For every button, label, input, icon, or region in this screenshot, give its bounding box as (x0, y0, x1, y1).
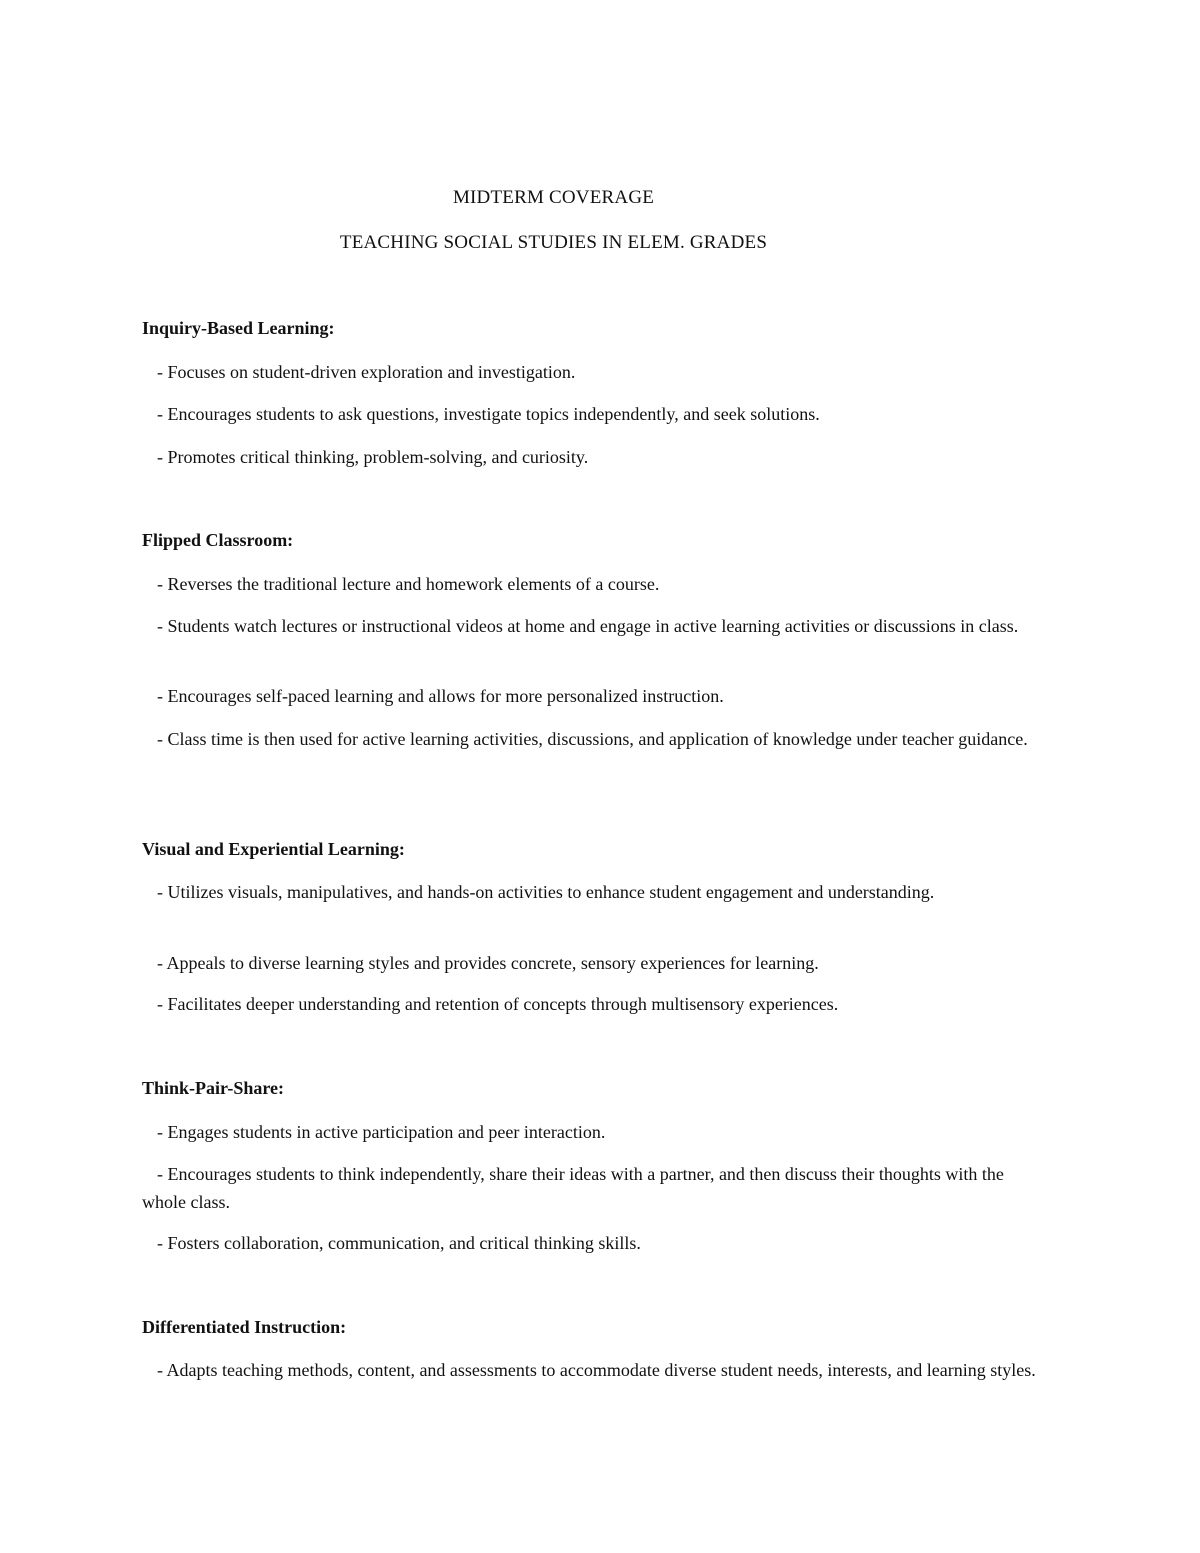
list-item: - Encourages students to think independently, share their ideas with a partner, and then discuss their thoughts with the whole class. (142, 1164, 1004, 1212)
list-item: - Encourages self-paced learning and allows for more personalized instruction. (157, 686, 724, 706)
section-heading-flipped-classroom: Flipped Classroom: (142, 530, 294, 550)
list-item: - Class time is then used for active learning activities, discussions, and application of knowledge under teacher guidance. (157, 729, 1028, 749)
list-item: - Students watch lectures or instructional videos at home and engage in active learning activities or discussions in class. (157, 616, 1019, 636)
list-item: - Focuses on student-driven exploration and investigation. (157, 362, 576, 382)
list-item: - Engages students in active participation and peer interaction. (157, 1122, 606, 1142)
section-heading-think-pair-share: Think-Pair-Share: (142, 1078, 285, 1098)
document-title: MIDTERM COVERAGE (452, 187, 655, 208)
list-item: - Encourages students to ask questions, investigate topics independently, and seek solutions. (157, 404, 820, 424)
list-item: - Utilizes visuals, manipulatives, and hands-on activities to enhance student engagement and understanding. (157, 882, 935, 902)
section-heading-differentiated-instruction: Differentiated Instruction: (142, 1317, 347, 1337)
section-heading-visual-experiential-learning: Visual and Experiential Learning: (142, 839, 405, 859)
list-item: - Facilitates deeper understanding and retention of concepts through multisensory experiences. (157, 994, 839, 1014)
section-heading-inquiry-based-learning: Inquiry-Based Learning: (142, 318, 335, 338)
list-item: - Adapts teaching methods, content, and assessments to accommodate diverse student needs, interests, and learning styles. (157, 1360, 1036, 1380)
document-subtitle: TEACHING SOCIAL STUDIES IN ELEM. GRADES (339, 232, 768, 253)
list-item: - Appeals to diverse learning styles and provides concrete, sensory experiences for learning. (157, 953, 819, 973)
list-item: - Fosters collaboration, communication, and critical thinking skills. (157, 1233, 641, 1253)
list-item: - Reverses the traditional lecture and homework elements of a course. (157, 574, 660, 594)
list-item: - Promotes critical thinking, problem-solving, and curiosity. (157, 447, 589, 467)
